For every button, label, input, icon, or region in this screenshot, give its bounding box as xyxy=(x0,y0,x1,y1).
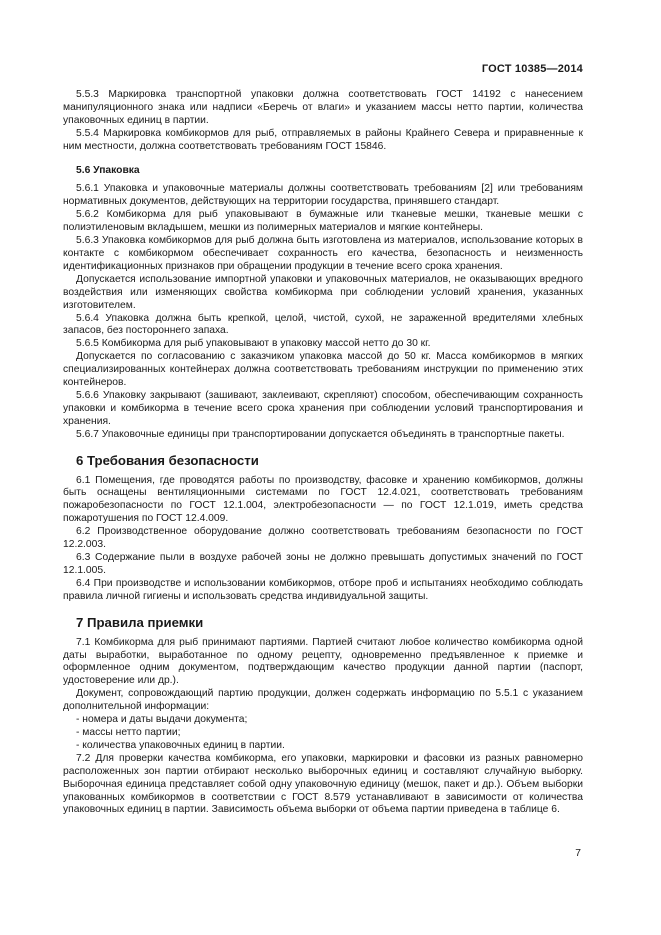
paragraph-5-6-5-container: Допускается по согласованию с заказчиком упаковка массой до 50 кг. Масса комбикормов в мягких специализированных контейнерах должна соответствовать требованиям инструкции по применению этих контейнеров. xyxy=(63,351,583,389)
paragraph-6-2: 6.2 Производственное оборудование должно соответствовать требованиям безопасности по ГОСТ 12.2.003. xyxy=(63,526,583,551)
paragraph-6-3: 6.3 Содержание пыли в воздухе рабочей зоны не должно превышать допустимых значений по ГОСТ 12.1.005. xyxy=(63,552,583,576)
paragraph-6-1: 6.1 Помещения, где проводятся работы по производству, фасовке и хранению комбикормов, должны быть оснащены вентиляционными системами по ГОСТ 12.4.021, соответствовать требованиям пожаробезопасности по ГОСТ 12.1.004, электробезопасности — по ГОСТ 12.1.019, иметь средства пожаротушения по ГОСТ 12.4.009. xyxy=(63,474,583,525)
list-item: - номера и даты выдачи документа; xyxy=(76,714,248,726)
paragraph-6-4: 6.4 При производстве и использовании комбикормов, отборе проб и испытаниях необходимо соблюдать правила личной гигиены и использовать средства индивидуальной защиты. xyxy=(63,577,583,602)
document-body xyxy=(63,89,583,817)
paragraph-5-6-3-import: Допускается использование импортной упаковки и упаковочных материалов, не оказывающих вредного воздействия или изменяющих свойства комбикорма при соблюдении условий хранения, указанных изготовителем. xyxy=(63,273,583,311)
paragraph-7-2: 7.2 Для проверки качества комбикорма, его упаковки, маркировки и фасовки из разных равномерно расположенных зон партии отбирают несколько выборочных единиц и составляют случайную выборку. Выборочная единица представляет собой одну упаковочную единицу (мешок, пакет и др.). Объем выборки упакованных комбикормов в соответствии с ГОСТ 8.579 устанавливают в зависимости от количества упаковочных единиц в партии. Зависимость объема выборки от объема партии приведена в таблице 6. xyxy=(63,752,583,816)
paragraph-5-5-3: 5.5.3 Маркировка транспортной упаковки должна соответствовать ГОСТ 14192 с нанесением манипуляционного знака или надписи «Беречь от влаги» и указанием массы нетто партии, количества упаковочных единиц в партии. xyxy=(63,89,583,126)
section-title-6: 6 Требования безопасности xyxy=(76,452,259,468)
subsection-title-5-6: 5.6 Упаковка xyxy=(76,164,140,176)
paragraph-5-6-3: 5.6.3 Упаковка комбикормов для рыб должна быть изготовлена из материалов, использование которых в контакте с комбикормом обеспечивает сохранность его качества, безопасность и неизменность идентификационных признаков при обращении продукции в течение всего срока хранения. xyxy=(63,235,583,272)
paragraph-5-6-1: 5.6.1 Упаковка и упаковочные материалы должны соответствовать требованиям [2] или требованиям нормативных документов, действующих на территории государства, принявшего стандарт. xyxy=(63,183,583,208)
paragraph-5-6-2: 5.6.2 Комбикорма для рыб упаковывают в бумажные или тканевые мешки, тканевые мешки с полиэтиленовым вкладышем, мешки из полимерных материалов и мягкие контейнеры. xyxy=(63,209,583,234)
document-header-id: ГОСТ 10385—2014 xyxy=(481,63,583,75)
page-number: 7 xyxy=(575,848,581,859)
paragraph-7-1-document: Документ, сопровождающий партию продукции, должен содержать информацию по 5.5.1 с указанием дополнительной информации: xyxy=(63,688,583,713)
paragraph-5-6-5: 5.6.5 Комбикорма для рыб упаковывают в упаковку массой нетто до 30 кг. xyxy=(76,338,431,350)
paragraph-5-6-6: 5.6.6 Упаковку закрывают (зашивают, заклеивают, скрепляют) способом, обеспечивающим сохранность упаковки и комбикорма в течение всего срока хранения при соблюдении условий транспортирования и хранения. xyxy=(63,389,583,427)
paragraph-5-5-4: 5.5.4 Маркировка комбикормов для рыб, отправляемых в районы Крайнего Севера и приравненные к ним местности, должна соответствовать требованиям ГОСТ 15846. xyxy=(63,127,583,152)
list-item: - количества упаковочных единиц в партии. xyxy=(76,739,285,751)
paragraph-7-1: 7.1 Комбикорма для рыб принимают партиями. Партией считают любое количество комбикорма одной даты выработки, выработанное по одному рецепту, одновременно предъявленное к приемке и оформленное одним документом, подтверждающим качество продукции данной партии (паспорт, удостоверение или др.). xyxy=(63,636,583,687)
section-title-7: 7 Правила приемки xyxy=(76,614,204,630)
paragraph-5-6-7: 5.6.7 Упаковочные единицы при транспортировании допускается объединять в транспортные пакеты. xyxy=(76,428,565,440)
list-item: - массы нетто партии; xyxy=(76,726,181,738)
paragraph-5-6-4: 5.6.4 Упаковка должна быть крепкой, целой, чистой, сухой, не зараженной вредителями хлебных запасов, без постороннего запаха. xyxy=(63,312,583,337)
